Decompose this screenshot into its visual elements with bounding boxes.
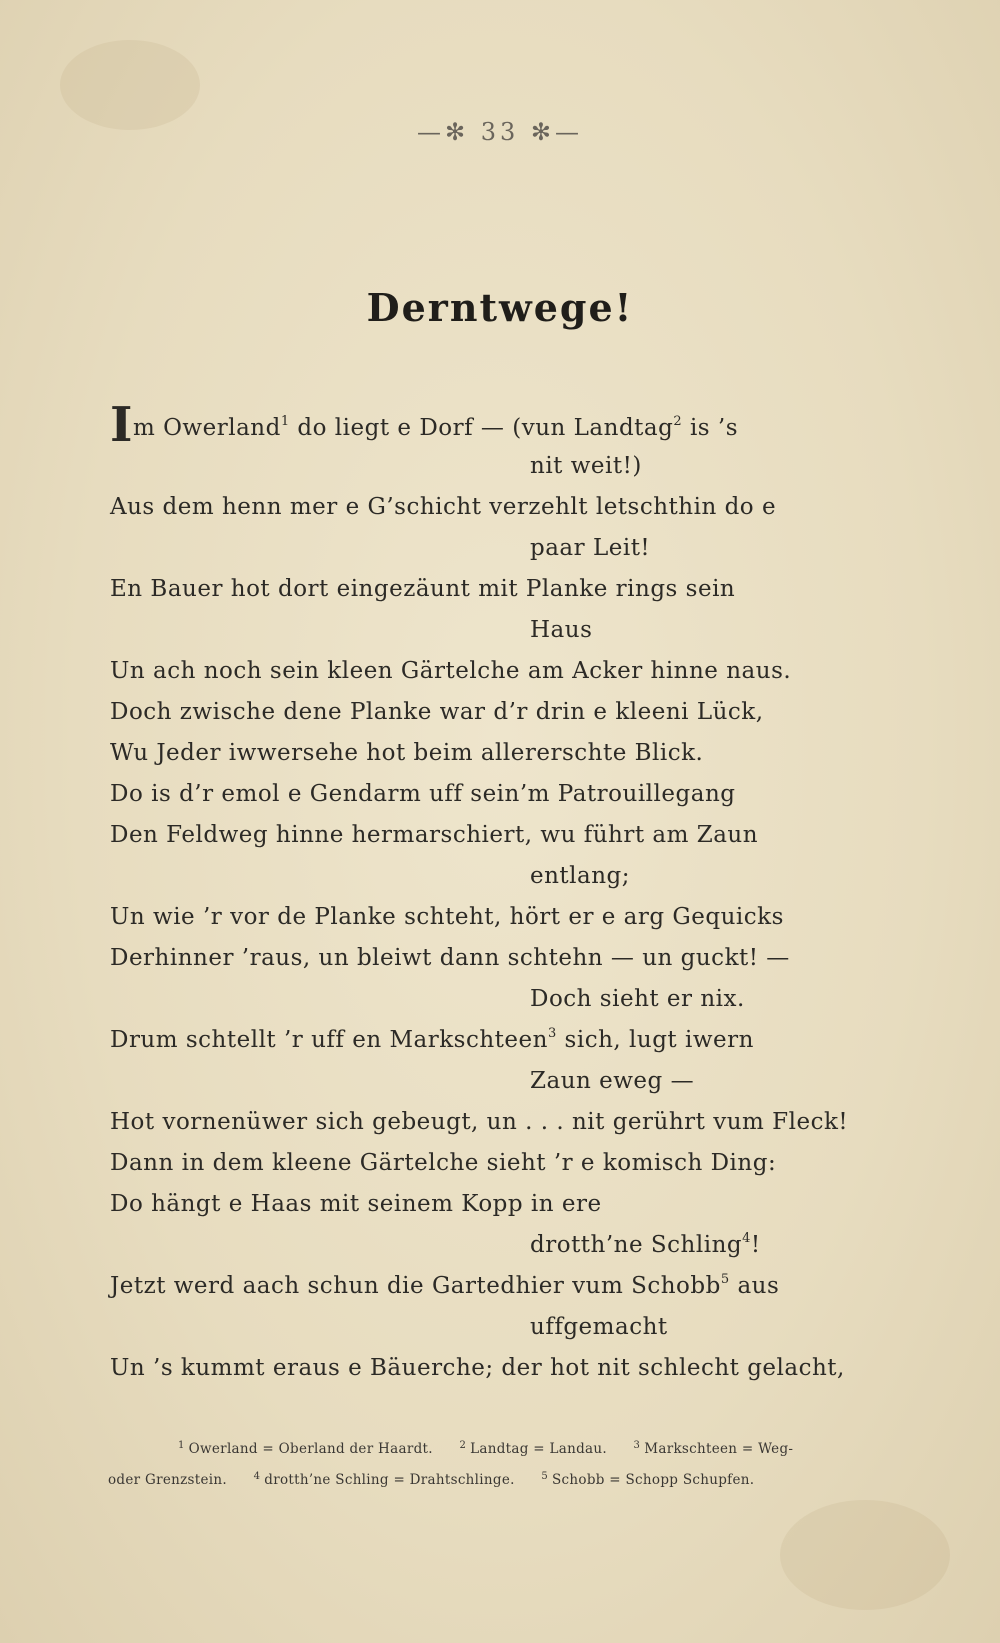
poem-line-continuation <box>110 1307 820 1348</box>
poem-line-text: drotth’ne Schling <box>530 1232 743 1258</box>
footnotes <box>108 1432 828 1494</box>
footnote-number: 1 <box>178 1440 185 1451</box>
poem-line-continuation <box>110 856 820 897</box>
footnote <box>254 1472 515 1488</box>
poem-line <box>110 897 820 938</box>
poem-line <box>110 1348 845 1389</box>
footnote <box>541 1472 754 1488</box>
poem-line-text: Hot vornenüwer sich gebeugt, un . . . nit gerührt vum Fleck! <box>110 1109 849 1135</box>
poem-line <box>110 733 820 774</box>
poem-line <box>110 1143 820 1184</box>
poem-line-text: Doch sieht er nix. <box>530 986 745 1012</box>
poem-line-text: paar Leit! <box>530 535 651 561</box>
poem-body <box>110 397 849 1389</box>
footnote-marker: 2 <box>673 414 683 429</box>
footnote-text: drotth’ne Schling = Drahtschlinge. <box>264 1472 515 1488</box>
poem-line-text: Jetzt werd aach schun die Gartedhier vum Schobb <box>110 1273 721 1299</box>
footnote-number: 3 <box>633 1440 641 1451</box>
poem-line <box>110 1020 820 1061</box>
poem-line-text: Un ’s kummt eraus e Bäuerche; der hot nit schlecht gelacht, <box>110 1355 845 1381</box>
poem-line <box>110 569 820 610</box>
poem-line <box>110 938 820 979</box>
poem-line <box>110 487 820 528</box>
poem-line-text: Aus dem henn mer e G’schicht verzehlt letschthin do e <box>110 494 777 520</box>
poem-line-text: Dann in dem kleene Gärtelche sieht ’r e komisch Ding: <box>110 1150 777 1176</box>
poem-line-text: Haus <box>530 617 593 643</box>
poem-line-text: Do is d’r emol e Gendarm uff sein’m Patrouillegang <box>110 781 736 807</box>
poem-line-text: Zaun eweg — <box>530 1068 695 1094</box>
page-number: —✻ 33 ✻— <box>416 118 583 146</box>
poem-line-text: Doch zwische dene Planke war d’r drin e kleeni Lück, <box>110 699 764 725</box>
footnote-marker: 4 <box>742 1231 751 1246</box>
poem-line-text: Derhinner ’raus, un bleiwt dann schtehn — un guckt! — <box>110 945 790 971</box>
footnote-number: 4 <box>253 1471 261 1482</box>
poem-line-text: Drum schtellt ’r uff en Markschteen <box>110 1027 548 1053</box>
poem-line <box>110 1266 820 1307</box>
footnote-text: Owerland = Oberland der Haardt. <box>188 1441 433 1457</box>
footnote <box>459 1441 607 1457</box>
footnote-text: Landtag = Landau. <box>470 1441 607 1457</box>
poem-line <box>110 1184 820 1225</box>
poem-line-continuation <box>110 528 820 569</box>
poem-line-text: entlang; <box>530 863 631 889</box>
poem-line <box>110 774 820 815</box>
poem-line-text: Do hängt e Haas mit seinem Kopp in ere <box>110 1191 602 1217</box>
footnote-number: 5 <box>541 1471 548 1482</box>
poem-line <box>110 651 820 692</box>
poem-line <box>110 1102 849 1143</box>
poem-line-text: Wu Jeder iwwersehe hot beim allererschte Blick. <box>110 740 704 766</box>
poem-line-text: En Bauer hot dort eingezäunt mit Planke rings sein <box>110 576 736 602</box>
poem-line-text: do liegt e Dorf — (vun Landtag <box>289 415 674 441</box>
poem-line-text: ! <box>750 1232 761 1258</box>
footnote-text: Schobb = Schopp Schupfen. <box>552 1472 755 1488</box>
poem-line-text: m Owerland <box>132 415 281 441</box>
footnote-marker: 3 <box>547 1026 557 1041</box>
poem-line <box>110 397 820 453</box>
footnote-marker: 5 <box>720 1272 730 1287</box>
poem-line-continuation <box>110 1225 820 1266</box>
poem-line-text: nit weit!) <box>530 453 642 479</box>
poem-line-continuation <box>110 610 820 651</box>
poem-line <box>110 692 820 733</box>
poem-line-text: Un wie ’r vor de Planke schteht, hört er e arg Gequicks <box>110 904 784 930</box>
poem-line-text: aus <box>729 1273 780 1299</box>
poem-line-continuation <box>110 446 820 487</box>
poem-line-text: sich, lugt iwern <box>556 1027 754 1053</box>
poem-line <box>110 815 820 856</box>
drop-initial: I <box>110 397 133 453</box>
poem-line-text: Den Feldweg hinne hermarschiert, wu führt am Zaun <box>110 822 759 848</box>
poem-line-continuation <box>110 979 820 1020</box>
footnote-text: Markschteen = Weg- oder Grenzstein. <box>108 1441 794 1488</box>
footnote-number: 2 <box>459 1440 467 1451</box>
poem-line-text: Un ach noch sein kleen Gärtelche am Acker hinne naus. <box>110 658 792 684</box>
footnote <box>178 1441 433 1457</box>
poem-line-text: uffgemacht <box>530 1314 668 1340</box>
footnote-marker: 1 <box>280 414 290 429</box>
poem-line-text: is ’s <box>682 415 739 441</box>
poem-title: Derntwege! <box>366 285 634 330</box>
poem-line-continuation <box>110 1061 820 1102</box>
